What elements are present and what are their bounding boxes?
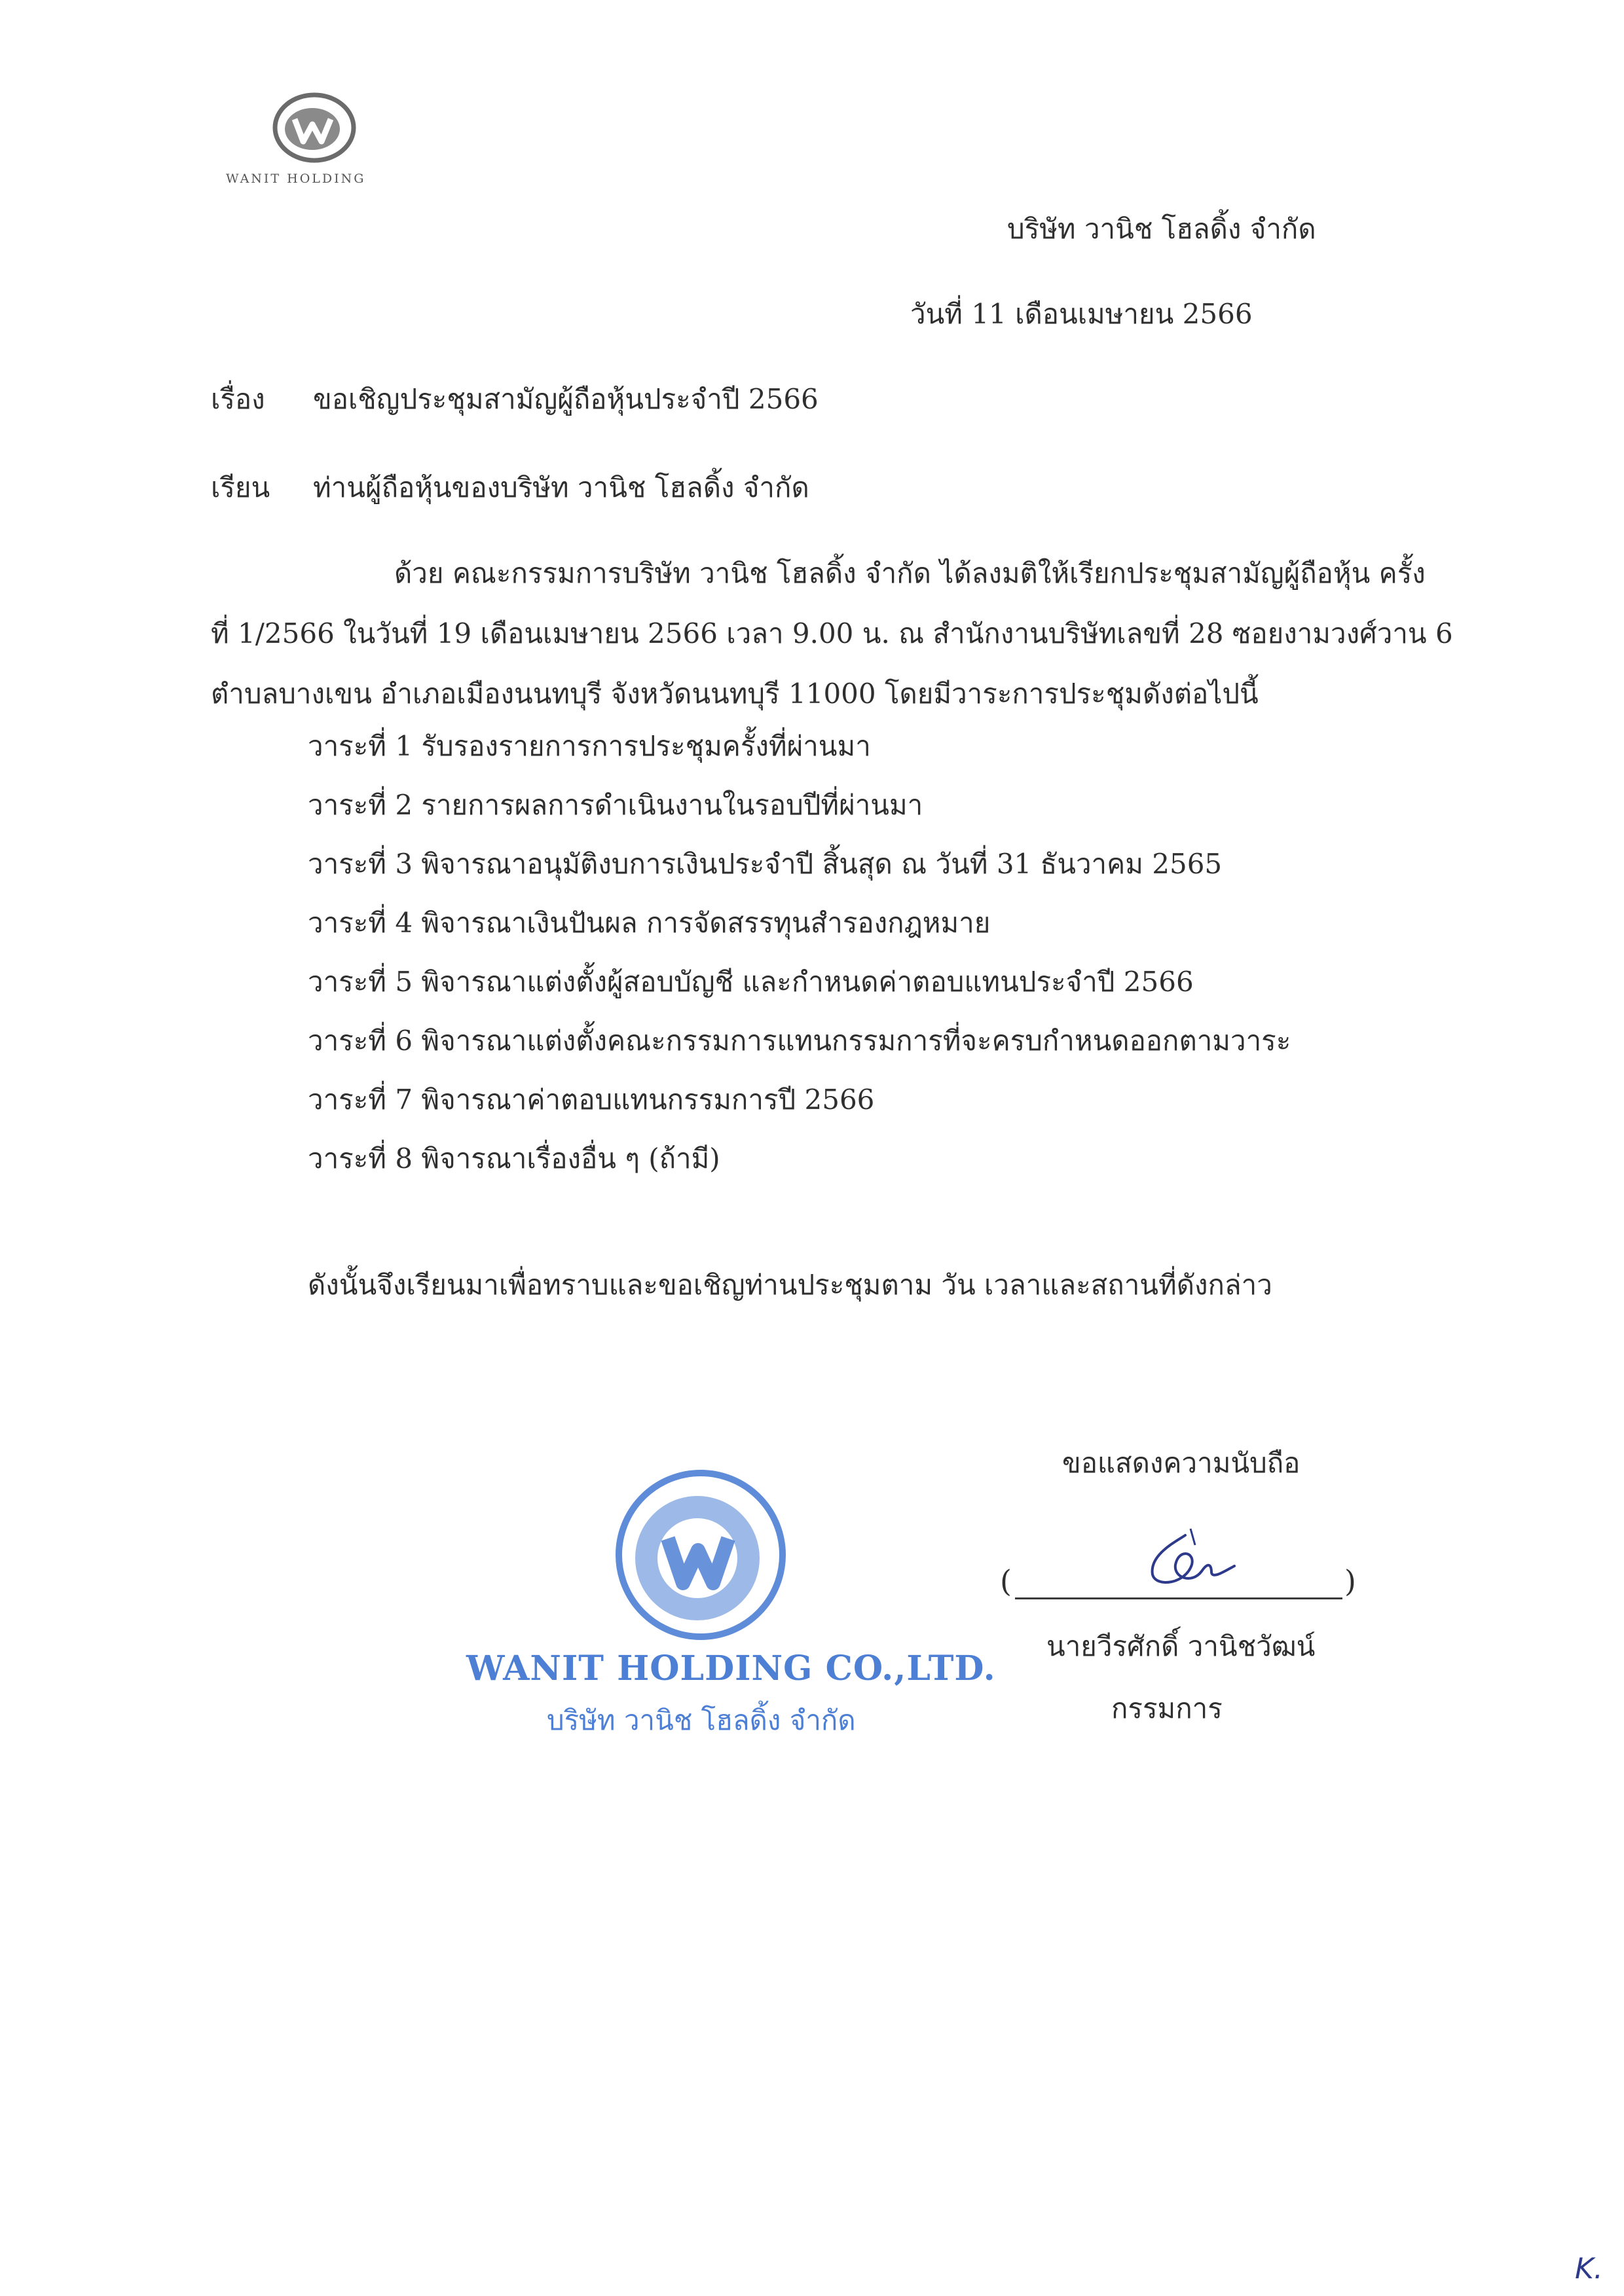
document-date: วันที่ 11 เดือนเมษายน 2566 [910, 298, 1253, 330]
stamp-emblem-icon [612, 1467, 789, 1646]
subject-text: ขอเชิญประชุมสามัญผู้ถือหุ้นประจำปี 2566 [313, 383, 819, 415]
agenda-item: วาระที่ 8 พิจารณาเรื่องอื่น ๆ (ถ้ามี) [308, 1142, 720, 1175]
logo-wordmark: WANIT HOLDING [226, 172, 366, 186]
company-logo [268, 92, 419, 164]
paragraph-line: ด้วย คณะกรรมการบริษัท วานิช โฮลดิ้ง จำกัด ได้ลงมติให้เรียกประชุมสามัญผู้ถือหุ้น ครั้ง [394, 557, 1426, 589]
signer-title: กรรมการ [1111, 1692, 1223, 1724]
stamp-company-thai: บริษัท วานิช โฮลดิ้ง จำกัด [547, 1704, 856, 1736]
signature-line [1015, 1597, 1342, 1599]
agenda-item: วาระที่ 6 พิจารณาแต่งตั้งคณะกรรมการแทนกรรมการที่จะครบกำหนดออกตามวาระ [308, 1025, 1291, 1057]
agenda-item: วาระที่ 5 พิจารณาแต่งตั้งผู้สอบบัญชี และกำหนดค่าตอบแทนประจำปี 2566 [308, 966, 1194, 998]
stamp-company-english: WANIT HOLDING CO.,LTD. [466, 1649, 996, 1688]
recipient-label: เรียน [211, 471, 270, 503]
paragraph-line: ที่ 1/2566 ในวันที่ 19 เดือนเมษายน 2566 เวลา 9.00 น. ณ สำนักงานบริษัทเลขที่ 28 ซอยงามวงศ์วาน 6 [211, 617, 1453, 649]
paragraph-line: ตำบลบางเขน อำเภอเมืองนนทบุรี จังหวัดนนทบุรี 11000 โดยมีวาระการประชุมดังต่อไปนี้ [211, 678, 1259, 710]
agenda-item: วาระที่ 4 พิจารณาเงินปันผล การจัดสรรทุนสำรองกฎหมาย [308, 907, 991, 939]
closing-regards: ขอแสดงความนับถือ [1062, 1447, 1301, 1479]
logo-emblem-icon [272, 92, 357, 164]
closing-paragraph: ดังนั้นจึงเรียนมาเพื่อทราบและขอเชิญท่านประชุมตาม วัน เวลาและสถานที่ดังกล่าว [308, 1269, 1272, 1301]
body-paragraph [211, 543, 1453, 724]
handwritten-signature [1113, 1525, 1270, 1600]
signer-name: นายวีรศักดิ์ วานิชวัฒน์ [1046, 1630, 1316, 1662]
signature-close-paren: ) [1344, 1563, 1356, 1599]
agenda-item: วาระที่ 2 รายการผลการดำเนินงานในรอบปีที่ผ่านมา [308, 789, 923, 821]
agenda-item: วาระที่ 3 พิจารณาอนุมัติงบการเงินประจำปี สิ้นสุด ณ วันที่ 31 ธันวาคม 2565 [308, 848, 1223, 880]
subject-label: เรื่อง [211, 383, 265, 415]
agenda-item: วาระที่ 1 รับรองรายการการประชุมครั้งที่ผ่านมา [308, 730, 871, 762]
signature-open-paren: ( [1000, 1563, 1012, 1599]
recipient-text: ท่านผู้ถือหุ้นของบริษัท วานิช โฮลดิ้ง จำกัด [313, 471, 809, 503]
initial-mark: K. [1575, 2252, 1603, 2286]
company-name-header: บริษัท วานิช โฮลดิ้ง จำกัด [1007, 213, 1316, 245]
agenda-item: วาระที่ 7 พิจารณาค่าตอบแทนกรรมการปี 2566 [308, 1084, 875, 1116]
